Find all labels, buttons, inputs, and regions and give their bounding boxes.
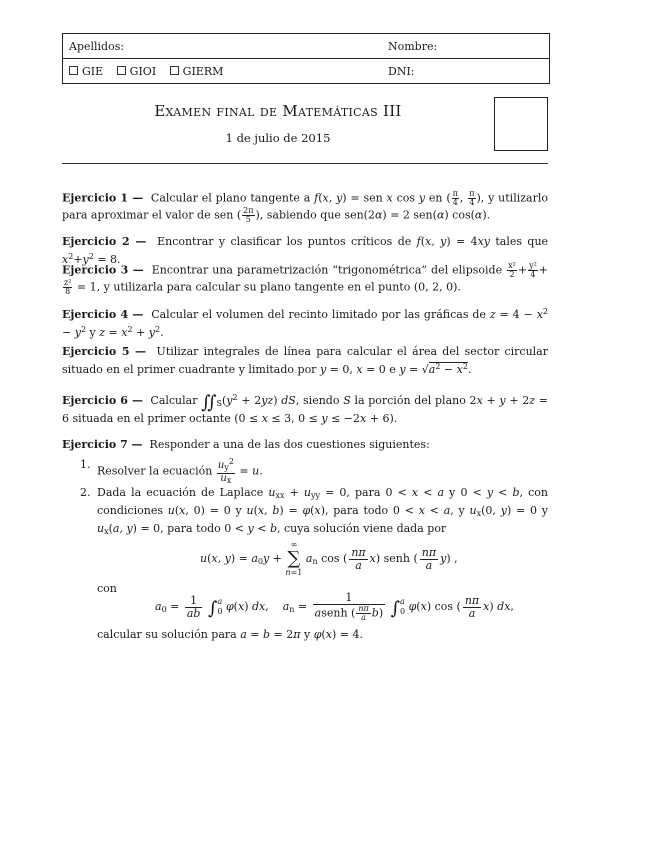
exam-title: Examen final de Matemáticas III (154, 102, 402, 120)
grade-box (494, 97, 548, 151)
closing-line: calcular su solución para a = b = 2π y φ(x) = 4. (97, 628, 363, 641)
exercise-label: Ejercicio 1 — (62, 191, 144, 205)
exercise-6: Ejercicio 6 — Calcular $∬_S(y^2 + 2yz)$ dS, siendo S la porción del plano 2x + y + 2z = 6 situada en el primer octante (0 ≤ x ≤ 3, 0 ≤ y ≤ −2x + 6). (62, 392, 549, 425)
dni-label: DNI: (388, 65, 415, 78)
degree-checkboxes (69, 65, 233, 78)
exercise-7: Ejercicio 7 — Responder a una de las dos cuestiones siguientes: (62, 438, 430, 451)
exercise-label: Ejercicio 7 — (62, 438, 143, 451)
checkbox-icon (117, 66, 126, 75)
checkbox-icon (69, 66, 78, 75)
student-info-box (62, 33, 550, 84)
exercise-5: Ejercicio 5 — Utilizar integrales de línea para calcular el área del sector circular situado en el primer cuadrante y limitado por y = 0, x = 0 e $y = √a^2 - x^2$. (62, 345, 549, 376)
exercise-label: Ejercicio 2 — (62, 235, 147, 248)
exam-date: 1 de julio de 2015 (225, 131, 331, 145)
checkbox-gierm[interactable]: GIERM (170, 65, 224, 78)
checkbox-gie[interactable]: GIE (69, 65, 103, 78)
con-label: con (97, 582, 117, 595)
exercise-1: Ejercicio 1 — Calcular el plano tangente a f(x, y) = sen x cos y en ( $\frac{\pi}{4}$ , $\frac{\pi}{4}$ ), y utilizarlo para aproximar el valor de sen ( $\frac{2\pi}{5}$ ), sabiendo que sen(2α) = 2 sen(α) cos(α). (62, 189, 548, 224)
exercise-3: Ejercicio 3 — Encontrar una parametrización “trigonométrica” del elipsoide $\frac{\text{x²}}{2}$ + $\frac{\text{y²}}{4}$ + $\frac{\text{z²}}{8}$ = 1, y utilizarla para calcular su plano tangente en el punto (0, 2, 0). (62, 261, 549, 296)
exercise-2: Ejercicio 2 — Encontrar y clasificar los puntos críticos de f(x, y) = 4xy tales que $x^2+y^2 = 8$. (62, 235, 549, 266)
exercise-4: Ejercicio 4 — Calcular el volumen del recinto limitado por las gráficas de $z = 4 - x^2 - y^2$ y $z = x^2 + y^2$. (62, 307, 549, 339)
exercise-label: Ejercicio 4 — (62, 308, 144, 321)
checkbox-gioi[interactable]: GIOI (117, 65, 157, 78)
solution-formula: u(x, $y) = a_0y$ + ∞ ∑ n=1 $a_n$ cos ( $\frac{n\pi}{a}$ x) senh ( $\frac{n\pi}{a}$ y) , (200, 540, 458, 577)
apellidos-label: Apellidos: (69, 40, 125, 53)
exercise-label: Ejercicio 5 — (62, 345, 147, 358)
exercise-label: Ejercicio 3 — (62, 263, 144, 277)
divider (63, 58, 549, 59)
exercise-label: Ejercicio 6 — (62, 394, 143, 407)
title-rule (62, 163, 548, 164)
checkbox-icon (170, 66, 179, 75)
exercise-7-item-2: 2. Dada la ecuación de Laplace $u_{xx} + u_{yy} = 0$, para 0 < x < a y 0 < y < b, con condiciones u(x, 0) = 0 y u(x, b) = φ(x), para todo 0 < x < a, y $u_x(0$, y) = 0 y $u_x(a$, y) = 0, para todo 0 < y < b, cuya solución viene dada por (80, 486, 548, 536)
coefficient-formulas: $a_0$ = $\frac{1}{ab}$ ∫ a 0 φ(x) dx, $a_n$ = 1 asenh ( $\frac{n\pi}{a}$ b) ∫ a 0 φ(x) cos ( $\frac{n\pi}{a}$ x) dx, (155, 591, 514, 622)
exercise-7-item-1: 1. Resolver la ecuación $\frac{u_y^2}{u_x}$ = u. (80, 457, 263, 485)
nombre-label: Nombre: (388, 40, 438, 53)
